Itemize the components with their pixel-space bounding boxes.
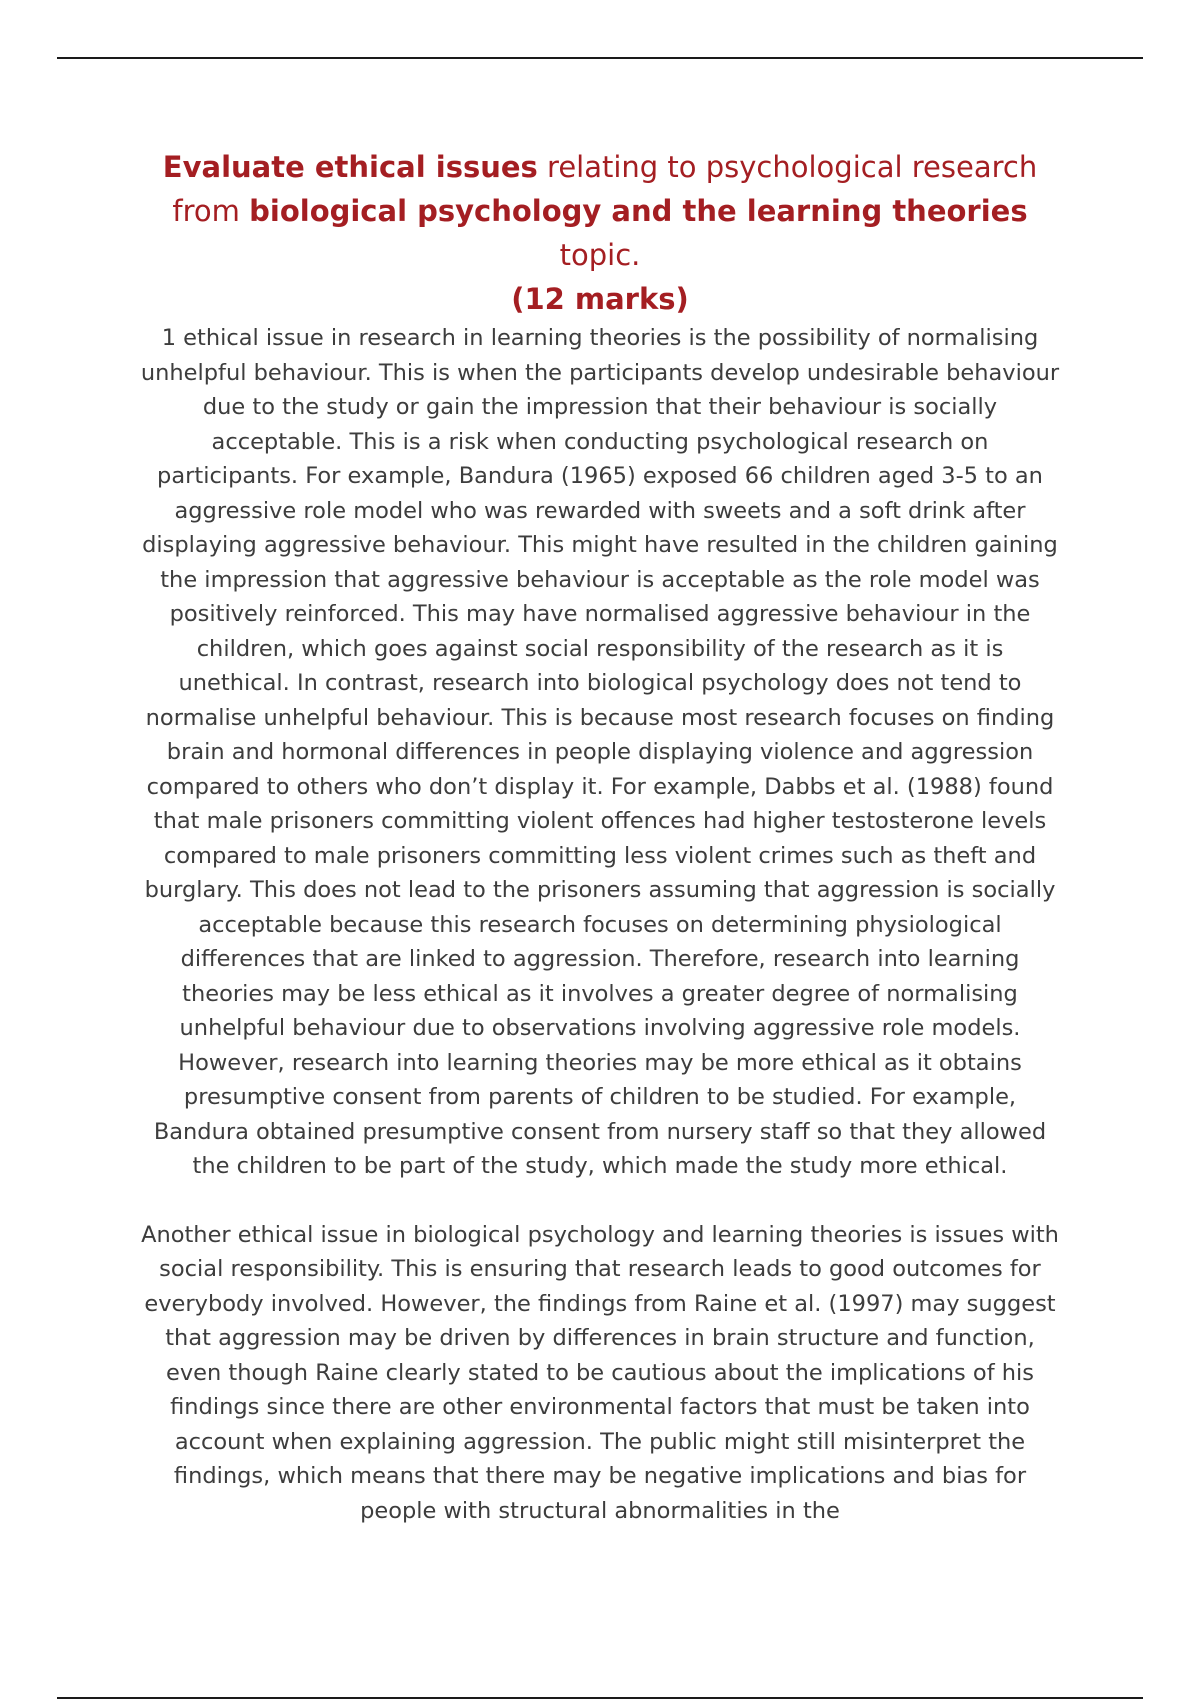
top-rule: [57, 57, 1143, 59]
heading-text: relating to psychological research from: [172, 150, 1038, 228]
bottom-rule: [57, 1697, 1143, 1699]
paragraph-spacer: [140, 1184, 1060, 1218]
marks-label: (12 marks): [511, 282, 689, 316]
heading-command-phrase: Evaluate ethical issues: [162, 150, 538, 184]
paragraph-1: 1 ethical issue in research in learning theories is the possibility of normalising unhelpful behaviour. This is when the participants develop undesirable behaviour due to the study or gain the impression that their behaviour is socially acceptable. This is a risk when conducting psychological research on participants. For example, Bandura (1965) exposed 66 children aged 3-5 to an aggressive role model who was rewarded with sweets and a soft drink after displaying aggressive behaviour. This might have resulted in the children gaining the impression that aggressive behaviour is acceptable as the role model was positively reinforced. This may have normalised aggressive behaviour in the children, which goes against social responsibility of the research as it is unethical. In contrast, research into biological psychology does not tend to normalise unhelpful behaviour. This is because most research focuses on finding brain and hormonal differences in people displaying violence and aggression compared to others who don’t display it. For example, Dabbs et al. (1988) found that male prisoners committing violent offences had higher testosterone levels compared to male prisoners committing less violent crimes such as theft and burglary. This does not lead to the prisoners assuming that aggression is socially acceptable because this research focuses on determining physiological differences that are linked to aggression. Therefore, research into learning theories may be less ethical as it involves a greater degree of normalising unhelpful behaviour due to observations involving aggressive role models. However, research into learning theories may be more ethical as it obtains presumptive consent from parents of children to be studied. For example, Bandura obtained presumptive consent from nursery staff so that they allowed the children to be part of the study, which made the study more ethical.: [140, 325, 1060, 1179]
question-heading: [140, 145, 1060, 321]
heading-topic-phrase: biological psychology and the learning theories: [249, 194, 1028, 228]
paragraph-2: Another ethical issue in biological psychology and learning theories is issues with social responsibility. This is ensuring that research leads to good outcomes for everybody involved. However, the findings from Raine et al. (1997) may suggest that aggression may be driven by differences in brain structure and function, even though Raine clearly stated to be cautious about the implications of his findings since there are other environmental factors that must be taken into account when explaining aggression. The public might still misinterpret the findings, which means that there may be negative implications and bias for people with structural abnormalities in the: [141, 1221, 1059, 1524]
document-body: [140, 145, 1060, 1528]
heading-text-end: topic.: [559, 238, 641, 272]
